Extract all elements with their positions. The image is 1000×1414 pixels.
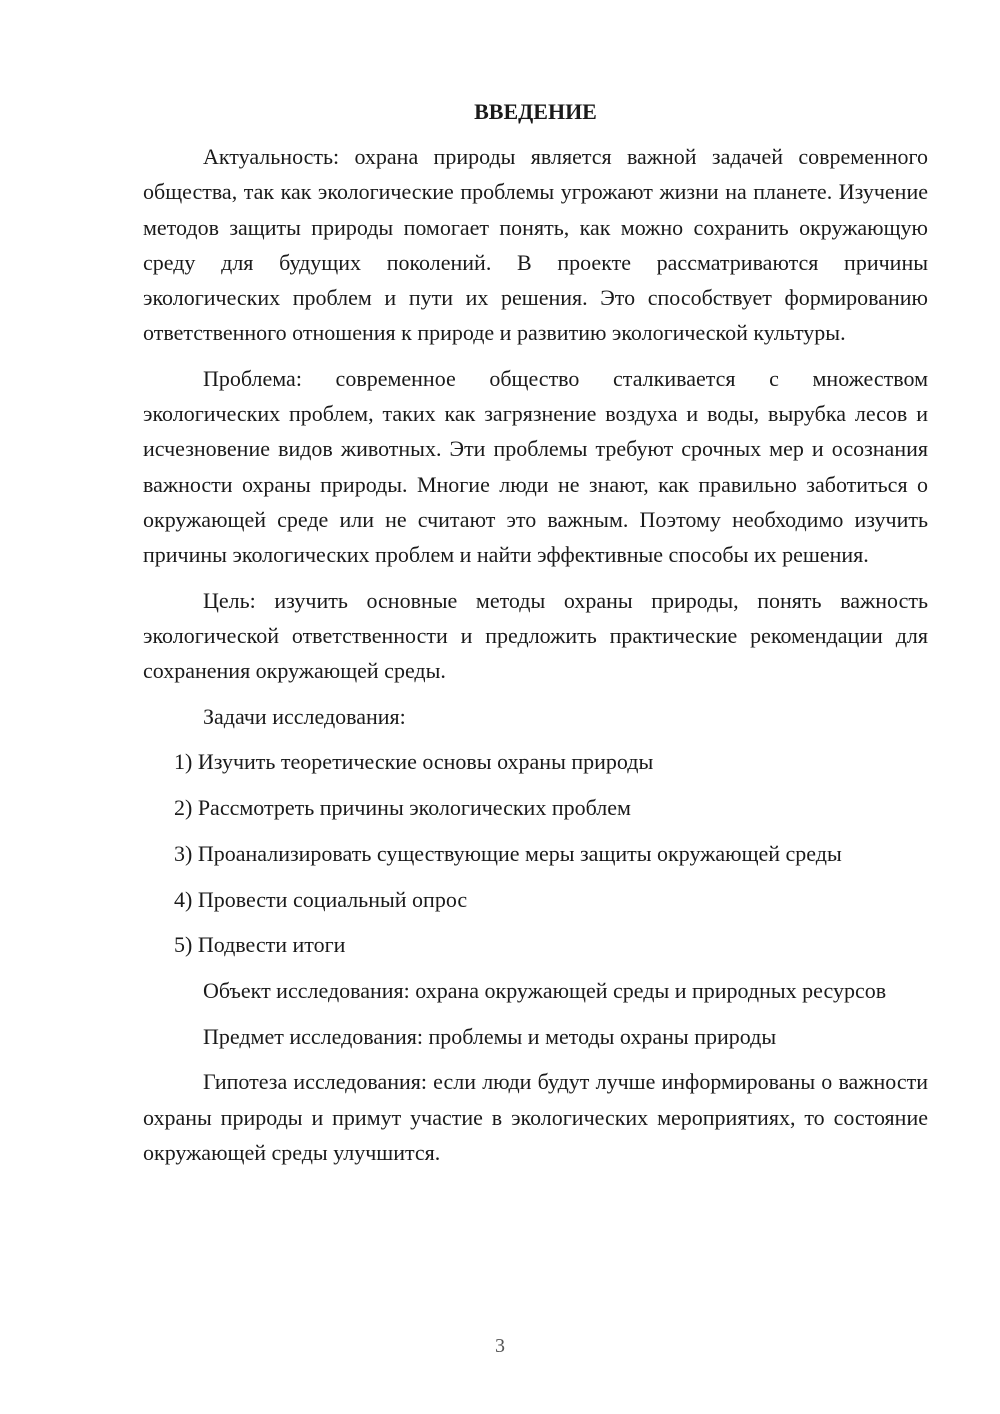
tasks-heading: Задачи исследования: xyxy=(203,703,406,729)
task-item: 5) Подвести итоги xyxy=(174,932,346,958)
task-item: 4) Провести социальный опрос xyxy=(174,886,468,912)
task-item: 1) Изучить теоретические основы охраны природы xyxy=(174,749,654,775)
section-title: ВВЕДЕНИЕ xyxy=(474,99,597,124)
page-number: 3 xyxy=(495,1335,505,1357)
paragraph-goal: Цель: изучить основные методы охраны природы, понять важность экологической ответственности и предложить практические рекомендации для сохранения окружающей среды. xyxy=(143,587,928,684)
paragraph-object: Объект исследования: охрана окружающей среды и природных ресурсов xyxy=(203,977,887,1003)
document-page xyxy=(143,94,928,1170)
paragraph-problem: Проблема: современное общество сталкивается с множеством экологических проблем, таких как загрязнение воздуха и воды, вырубка лесов и исчезновение видов животных. Эти проблемы требуют срочных мер и осознания важности охраны природы. Многие люди не знают, как правильно заботиться о окружающей среде или не считают это важным. Поэтому необходимо изучить причины экологических проблем и найти эффективные способы их решения. xyxy=(143,365,928,567)
task-item: 3) Проанализировать существующие меры защиты окружающей среды xyxy=(174,840,842,866)
paragraph-hypothesis: Гипотеза исследования: если люди будут лучше информированы о важности охраны природы и примут участие в экологических мероприятиях, то состояние окружающей среды улучшится. xyxy=(143,1069,928,1165)
paragraph-subject: Предмет исследования: проблемы и методы охраны природы xyxy=(203,1023,777,1049)
paragraph-relevance: Актуальность: охрана природы является важной задачей современного общества, так как экологические проблемы угрожают жизни на планете. Изучение методов защиты природы помогает понять, как можно сохранить окружающую среду для будущих поколений. В проекте рассматриваются причины экологических проблем и пути их решения. Это способствует формированию ответственного отношения к природе и развитию экологической культуры. xyxy=(143,144,928,346)
task-item: 2) Рассмотреть причины экологических проблем xyxy=(174,795,631,821)
